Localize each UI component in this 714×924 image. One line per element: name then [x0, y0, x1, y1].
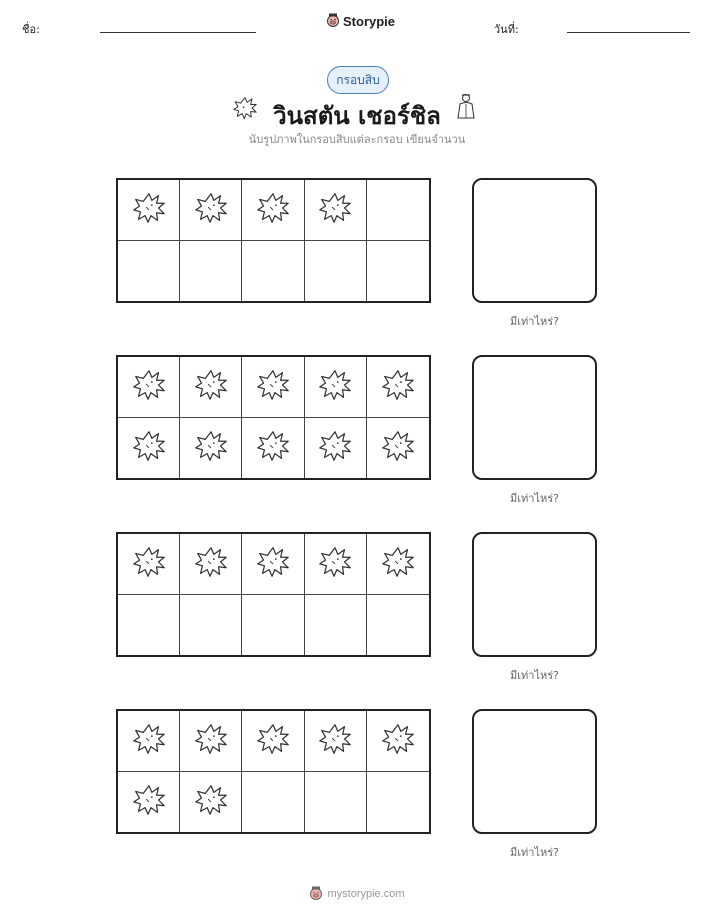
splat-icon	[254, 189, 292, 231]
how-many-label-3: มีเท่าไหร่?	[510, 669, 559, 682]
frame-cell	[242, 534, 304, 595]
frame-cell	[180, 711, 242, 772]
frame-cell	[180, 772, 242, 833]
splat-icon	[130, 720, 168, 762]
splat-icon	[254, 543, 292, 585]
frame-cell	[242, 357, 304, 418]
splat-icon	[379, 366, 417, 408]
instructions: นับรูปภาพในกรอบสิบแต่ละกรอบ เขียนจำนวน	[248, 133, 466, 146]
frame-cell	[305, 241, 367, 302]
frame-cell	[305, 357, 367, 418]
answer-box-1[interactable]	[472, 178, 597, 303]
frame-cell	[118, 357, 180, 418]
how-many-label-1: มีเท่าไหร่?	[510, 315, 559, 328]
frame-cell	[305, 595, 367, 656]
date-label: วันที่:	[494, 23, 519, 36]
splat-icon	[130, 189, 168, 231]
ten-frame-4	[116, 709, 431, 834]
frame-cell	[367, 180, 429, 241]
splat-icon	[316, 720, 354, 762]
how-many-label-2: มีเท่าไหร่?	[510, 492, 559, 505]
frame-cell	[305, 534, 367, 595]
frame-cell	[242, 180, 304, 241]
splat-icon	[379, 720, 417, 762]
splat-icon	[192, 720, 230, 762]
splat-icon	[192, 543, 230, 585]
brand-name: Storypie	[343, 13, 396, 29]
frame-cell	[118, 595, 180, 656]
name-write-line[interactable]	[100, 32, 256, 33]
splat-icon	[192, 781, 230, 823]
frame-cell	[305, 418, 367, 479]
frame-cell	[367, 711, 429, 772]
splat-icon	[254, 366, 292, 408]
ten-frame-3	[116, 532, 431, 657]
frame-cell	[118, 534, 180, 595]
frame-cell	[118, 711, 180, 772]
frame-cell	[242, 418, 304, 479]
splat-icon	[130, 366, 168, 408]
how-many-label-4: มีเท่าไหร่?	[510, 846, 559, 859]
splat-icon	[130, 427, 168, 469]
frame-cell	[118, 418, 180, 479]
frame-cell	[305, 711, 367, 772]
frame-cell	[180, 241, 242, 302]
frame-cell	[367, 595, 429, 656]
brand-logo	[326, 13, 395, 29]
frame-cell	[367, 357, 429, 418]
splat-icon	[254, 720, 292, 762]
date-write-line[interactable]	[567, 32, 690, 33]
footer-site: mystorypie.com	[327, 888, 405, 900]
frame-cell	[118, 772, 180, 833]
frame-cell	[242, 241, 304, 302]
splat-icon	[316, 189, 354, 231]
splat-icon	[130, 781, 168, 823]
frame-cell	[118, 241, 180, 302]
frame-cell	[180, 534, 242, 595]
frame-cell	[305, 772, 367, 833]
frame-cell	[242, 772, 304, 833]
ten-frame-2	[116, 355, 431, 480]
splat-icon	[192, 366, 230, 408]
frame-cell	[118, 180, 180, 241]
frame-cell	[367, 772, 429, 833]
answer-box-4[interactable]	[472, 709, 597, 834]
pig-mascot-icon	[326, 13, 340, 29]
frame-cell	[305, 180, 367, 241]
answer-box-2[interactable]	[472, 355, 597, 480]
frame-cell	[180, 595, 242, 656]
frame-cell	[367, 418, 429, 479]
splat-icon	[192, 427, 230, 469]
topic-badge: กรอบสิบ	[327, 66, 389, 94]
frame-cell	[242, 711, 304, 772]
splat-icon	[316, 543, 354, 585]
splat-icon	[254, 427, 292, 469]
frame-cell	[367, 534, 429, 595]
frame-cell	[180, 180, 242, 241]
frame-cell	[180, 418, 242, 479]
splat-icon	[379, 543, 417, 585]
frame-cell	[242, 595, 304, 656]
splat-icon	[130, 543, 168, 585]
pig-mascot-icon	[309, 886, 323, 902]
splat-icon	[316, 366, 354, 408]
splat-icon	[316, 427, 354, 469]
ten-frame-1	[116, 178, 431, 303]
name-label: ชื่อ:	[22, 23, 40, 36]
frame-cell	[367, 241, 429, 302]
answer-box-3[interactable]	[472, 532, 597, 657]
footer	[0, 886, 714, 902]
splat-icon	[192, 189, 230, 231]
splat-icon	[379, 427, 417, 469]
frame-cell	[180, 357, 242, 418]
churchill-figure-icon	[454, 92, 478, 126]
worksheet-title: วินสตัน เชอร์ชิล	[273, 102, 441, 130]
